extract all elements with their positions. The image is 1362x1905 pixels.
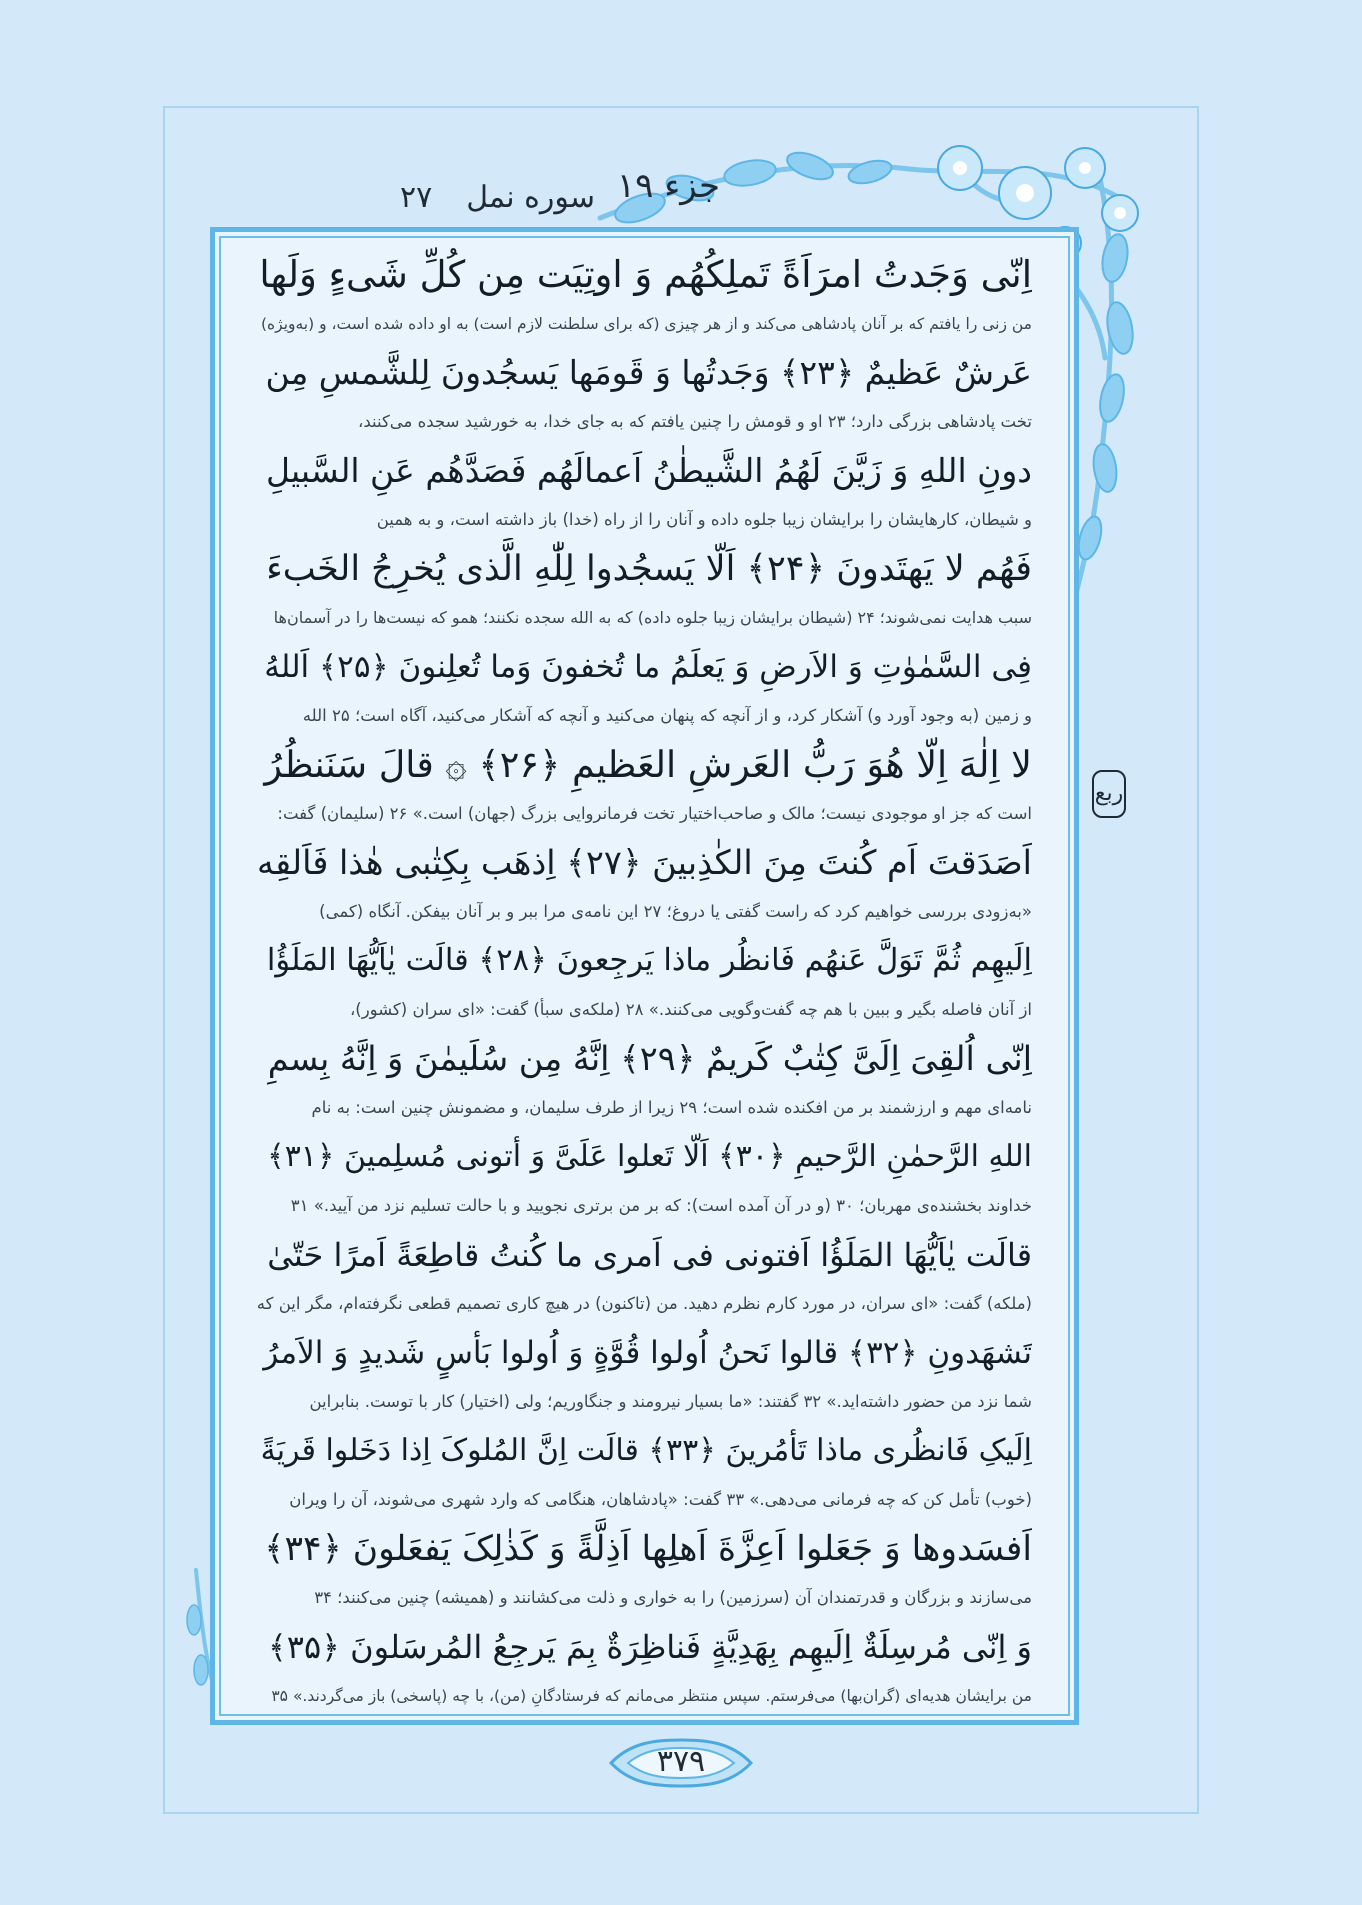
persian-translation-line: و شیطان، کارهایشان را برایشان زیبا جلوه داده و آنان را از راه (خدا) باز داشته است، و به همین xyxy=(376,510,1032,529)
verse-line xyxy=(257,440,1032,535)
persian-translation-line: و زمین (به وجود آورد و) آشکار کرد، و از آنچه که پنهان می‌کنید و آنچه که آشکار می‌کنید، آگاه است؛ ۲۵ الله xyxy=(302,706,1032,725)
arabic-text-line: فَهُم لا یَهتَدونَ ﴿۲۴﴾ اَلّا یَسجُدوا لِلّٰهِ الَّذی یُخرِجُ الخَبءَ xyxy=(266,549,1032,589)
persian-translation-line: شما نزد من حضور داشته‌اید.» ۳۲ گفتند: «ما بسیار نیرومند و جنگاوریم؛ ولی (اختیار) کار با توست. بنابراین xyxy=(309,1392,1032,1411)
verse-line xyxy=(257,1322,1032,1417)
persian-translation-line: می‌سازند و بزرگان و قدرتمندان آن (سرزمین) را به خواری و ذلت می‌کشانند و (همیشه) چنین می‌کنند؛ ۳۴ xyxy=(314,1588,1032,1607)
persian-translation-line: خداوند بخشنده‌ی مهربان؛ ۳۰ (و در آن آمده است): که بر من برتری نجویید و با حالت تسلیم نزد من آیید.» ۳۱ xyxy=(290,1196,1032,1215)
verse-line xyxy=(257,244,1032,339)
verse-line xyxy=(257,1420,1032,1515)
verse-line xyxy=(257,636,1032,731)
arabic-text-line: تَشهَدونِ ﴿۳۲﴾ قالوا نَحنُ اُولوا قُوَّةٍ وَ اُولوا بَأسٍ شَدیدٍ وَ الاَمرُ xyxy=(263,1335,1032,1371)
verse-line xyxy=(257,342,1032,437)
verse-line xyxy=(257,1224,1032,1319)
arabic-text-line: اَفسَدوها وَ جَعَلوا اَعِزَّةَ اَهلِها اَذِلَّةً وَ کَذٰلِکَ یَفعَلونَ ﴿۳۴﴾ xyxy=(264,1529,1032,1569)
persian-translation-line: سبب هدایت نمی‌شوند؛ ۲۴ (شیطان برایشان زیبا جلوه داده) که به الله سجده نکنند؛ همو که نیست‌ها را در آسمان‌ها xyxy=(273,608,1032,627)
arabic-text-line: قالَت یٰاَیُّهَا المَلَؤُا اَفتونی فی اَمری ما کُنتُ قاطِعَةً اَمرًا حَتّیٰ xyxy=(267,1236,1032,1274)
verse-line xyxy=(257,1028,1032,1123)
persian-translation-line: تخت پادشاهی بزرگی دارد؛ ۲۳ او و قومش را چنین یافتم که به جای خدا، به خورشید سجده می‌کنند، xyxy=(358,412,1032,431)
arabic-text-line: اِلَیهِم ثُمَّ تَوَلَّ عَنهُم فَانظُر ماذا یَرجِعونَ ﴿۲۸﴾ قالَت یٰاَیُّهَا المَلَؤُا xyxy=(266,943,1032,978)
persian-translation-line: از آنان فاصله بگیر و ببین با هم چه گفت‌وگویی می‌کنند.» ۲۸ (ملکه‌ی سبأ) گفت: «ای سران (کشور)، xyxy=(349,1000,1032,1019)
verse-line xyxy=(257,1616,1032,1711)
verse-line xyxy=(257,930,1032,1025)
surah-name: سوره نمل xyxy=(466,180,595,215)
rub-marker: ربع xyxy=(1092,770,1126,818)
persian-translation-line: «به‌زودی بررسی خواهیم کرد که راست گفتی یا دروغ؛ ۲۷ این نامه‌ی مرا ببر و بر آنان بیفکن. آنگاه (کمی) xyxy=(319,902,1032,921)
page-number-badge xyxy=(606,1732,756,1794)
arabic-text-line: اَصَدَقتَ اَم کُنتَ مِنَ الکٰذِبینَ ﴿۲۷﴾ اِذهَب بِکِتٰبی هٰذا فَاَلقِه xyxy=(257,843,1032,882)
arabic-text-line: فِی السَّمٰوٰتِ وَ الاَرضِ وَ یَعلَمُ ما تُخفونَ وَما تُعلِنونَ ﴿۲۵﴾ اَللهُ xyxy=(264,649,1032,685)
arabic-text-line: لا اِلٰهَ اِلّا هُوَ رَبُّ العَرشِ العَظیمِ ﴿۲۶﴾ ۞ قالَ سَنَنظُرُ xyxy=(264,743,1032,786)
page-header xyxy=(400,166,720,222)
arabic-text-line: وَ اِنّی مُرسِلَةٌ اِلَیهِم بِهَدِیَّةٍ فَناظِرَةٌ بِمَ یَرجِعُ المُرسَلونَ ﴿۳۵﴾ xyxy=(268,1628,1032,1666)
arabic-text-line: اِلَیکِ فَانظُری ماذا تَأمُرینَ ﴿۳۳﴾ قالَت اِنَّ المُلوکَ اِذا دَخَلوا قَریَةً xyxy=(260,1433,1032,1468)
verse-line xyxy=(257,1126,1032,1221)
persian-translation-line: من برایشان هدیه‌ای (گران‌بها) می‌فرستم. سپس منتظر می‌مانم که فرستادگانِ (من)، با چه (پاسخی) باز می‌گردند.» ۳۵ xyxy=(271,1687,1032,1705)
persian-translation-line: است که جز او موجودی نیست؛ مالک و صاحب‌اختیار تخت فرمانروایی بزرگ (جهان) است.» ۲۶ (سلیمان) گفت: xyxy=(277,804,1032,823)
persian-translation-line: (ملکه) گفت: «ای سران، در مورد کارم نظرم دهید. من (تاکنون) در هیچ کاری تصمیم قطعی نگرفته‌ام، مگر این که xyxy=(257,1294,1032,1313)
arabic-text-line: اللهِ الرَّحمٰنِ الرَّحیمِ ﴿۳۰﴾ اَلّا تَعلوا عَلَیَّ وَ أتونی مُسلِمینَ ﴿۳۱﴾ xyxy=(267,1139,1032,1174)
arabic-text-line: عَرشٌ عَظیمٌ ﴿۲۳﴾ وَجَدتُها وَ قَومَها یَسجُدونَ لِلشَّمسِ مِن xyxy=(265,353,1032,392)
arabic-text-line: دونِ اللهِ وَ زَیَّنَ لَهُمُ الشَّیطٰنُ اَعمالَهُم فَصَدَّهُم عَنِ السَّبیلِ xyxy=(265,451,1032,490)
persian-translation-line: من زنی را یافتم که بر آنان پادشاهی می‌کند و از هر چیزی (که برای سلطنت لازم است) به او داده شده است، و (به‌ویژه) xyxy=(260,315,1032,333)
surah-number: ۲۷ xyxy=(400,180,433,215)
verse-line xyxy=(257,538,1032,633)
arabic-text-line: اِنّی وَجَدتُ امرَاَةً تَملِکُهُم وَ اوتِیَت مِن کُلِّ شَیءٍ وَلَها xyxy=(259,253,1032,296)
verse-line xyxy=(257,832,1032,927)
verse-line xyxy=(257,1518,1032,1613)
juz-label: جزء ۱۹ xyxy=(616,166,720,206)
quran-text-panel xyxy=(210,227,1079,1725)
persian-translation-line: (خوب) تأمل کن که چه فرمانی می‌دهی.» ۳۳ گفت: «پادشاهان، هنگامی که وارد شهری می‌شوند، آن را ویران xyxy=(289,1490,1032,1509)
verse-line xyxy=(257,734,1032,829)
page-number: ۳۷۹ xyxy=(656,1744,706,1779)
persian-translation-line: نامه‌ای مهم و ارزشمند بر من افکنده شده است؛ ۲۹ زیرا از طرف سلیمان، و مضمونش چنین است: به نام xyxy=(311,1098,1032,1117)
arabic-text-line: اِنّی اُلقِیَ اِلَیَّ کِتٰبٌ کَریمٌ ﴿۲۹﴾ اِنَّهُ مِن سُلَیمٰنَ وَ اِنَّهُ بِسمِ xyxy=(267,1039,1032,1078)
